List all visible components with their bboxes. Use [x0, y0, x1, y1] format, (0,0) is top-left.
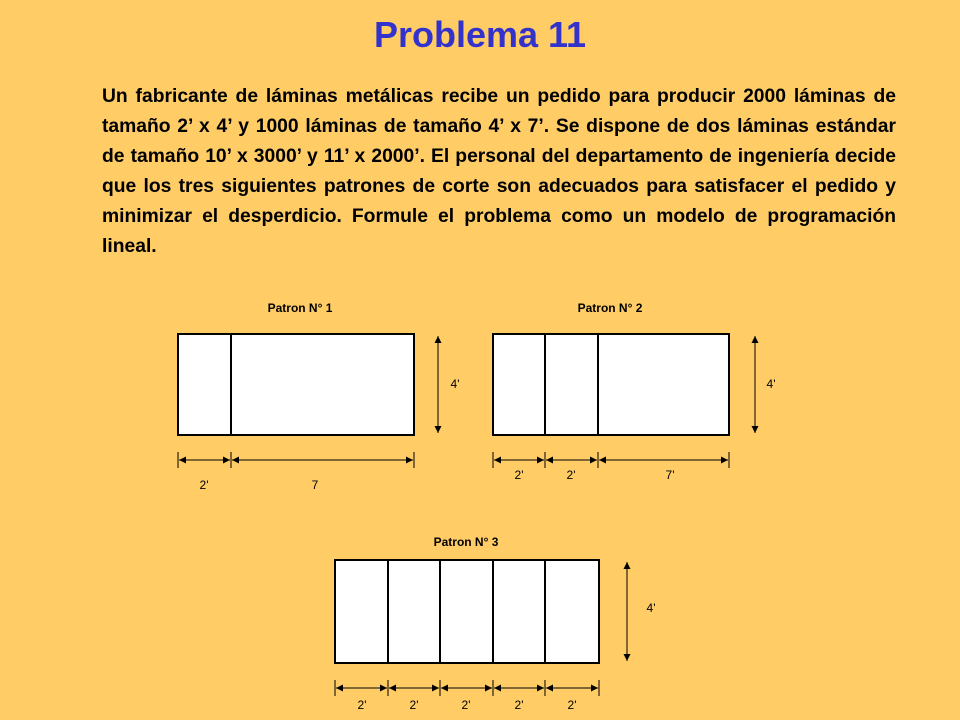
pattern-3-title: Patron N° 3	[433, 535, 499, 549]
pattern-1-width-label: 7	[311, 478, 319, 492]
pattern-3-width-label: 2'	[567, 698, 577, 712]
pattern-2-width-label: 7'	[665, 468, 675, 482]
pattern-2-width-label: 2'	[566, 468, 576, 482]
pattern-1-sheet	[178, 334, 414, 435]
pattern-1-height-label: 4'	[450, 377, 460, 391]
pattern-1-title: Patron N° 1	[267, 301, 333, 315]
pattern-2-height-label: 4'	[766, 377, 776, 391]
pattern-3-width-label: 2'	[514, 698, 524, 712]
problem-statement: Un fabricante de láminas metálicas recibe un pedido para producir 2000 láminas de tamaño 2’ x 4’ y 1000 láminas de tamaño 4’ x 7’. Se dispone de dos láminas estándar de tamaño 10’ x 3000’ y 11’ x 2000’. El personal del departamento de ingeniería decide que los tres siguientes patrones de corte son adecuados para satisfacer el pedido y minimizar el desperdicio. Formule el problema como un modelo de programación lineal.	[102, 86, 896, 257]
pattern-2	[493, 301, 775, 482]
pattern-3-width-label: 2'	[357, 698, 367, 712]
pattern-2-width-label: 2'	[514, 468, 524, 482]
pattern-3-width-label: 2'	[461, 698, 471, 712]
page-title: Problema 11	[373, 14, 587, 55]
pattern-3-width-label: 2'	[409, 698, 419, 712]
pattern-3	[335, 535, 655, 712]
pattern-3-height-label: 4'	[646, 601, 656, 615]
pattern-1-width-label: 2'	[199, 478, 209, 492]
pattern-2-sheet	[493, 334, 729, 435]
pattern-1	[178, 301, 459, 492]
pattern-3-sheet	[335, 560, 599, 663]
pattern-2-title: Patron N° 2	[577, 301, 643, 315]
